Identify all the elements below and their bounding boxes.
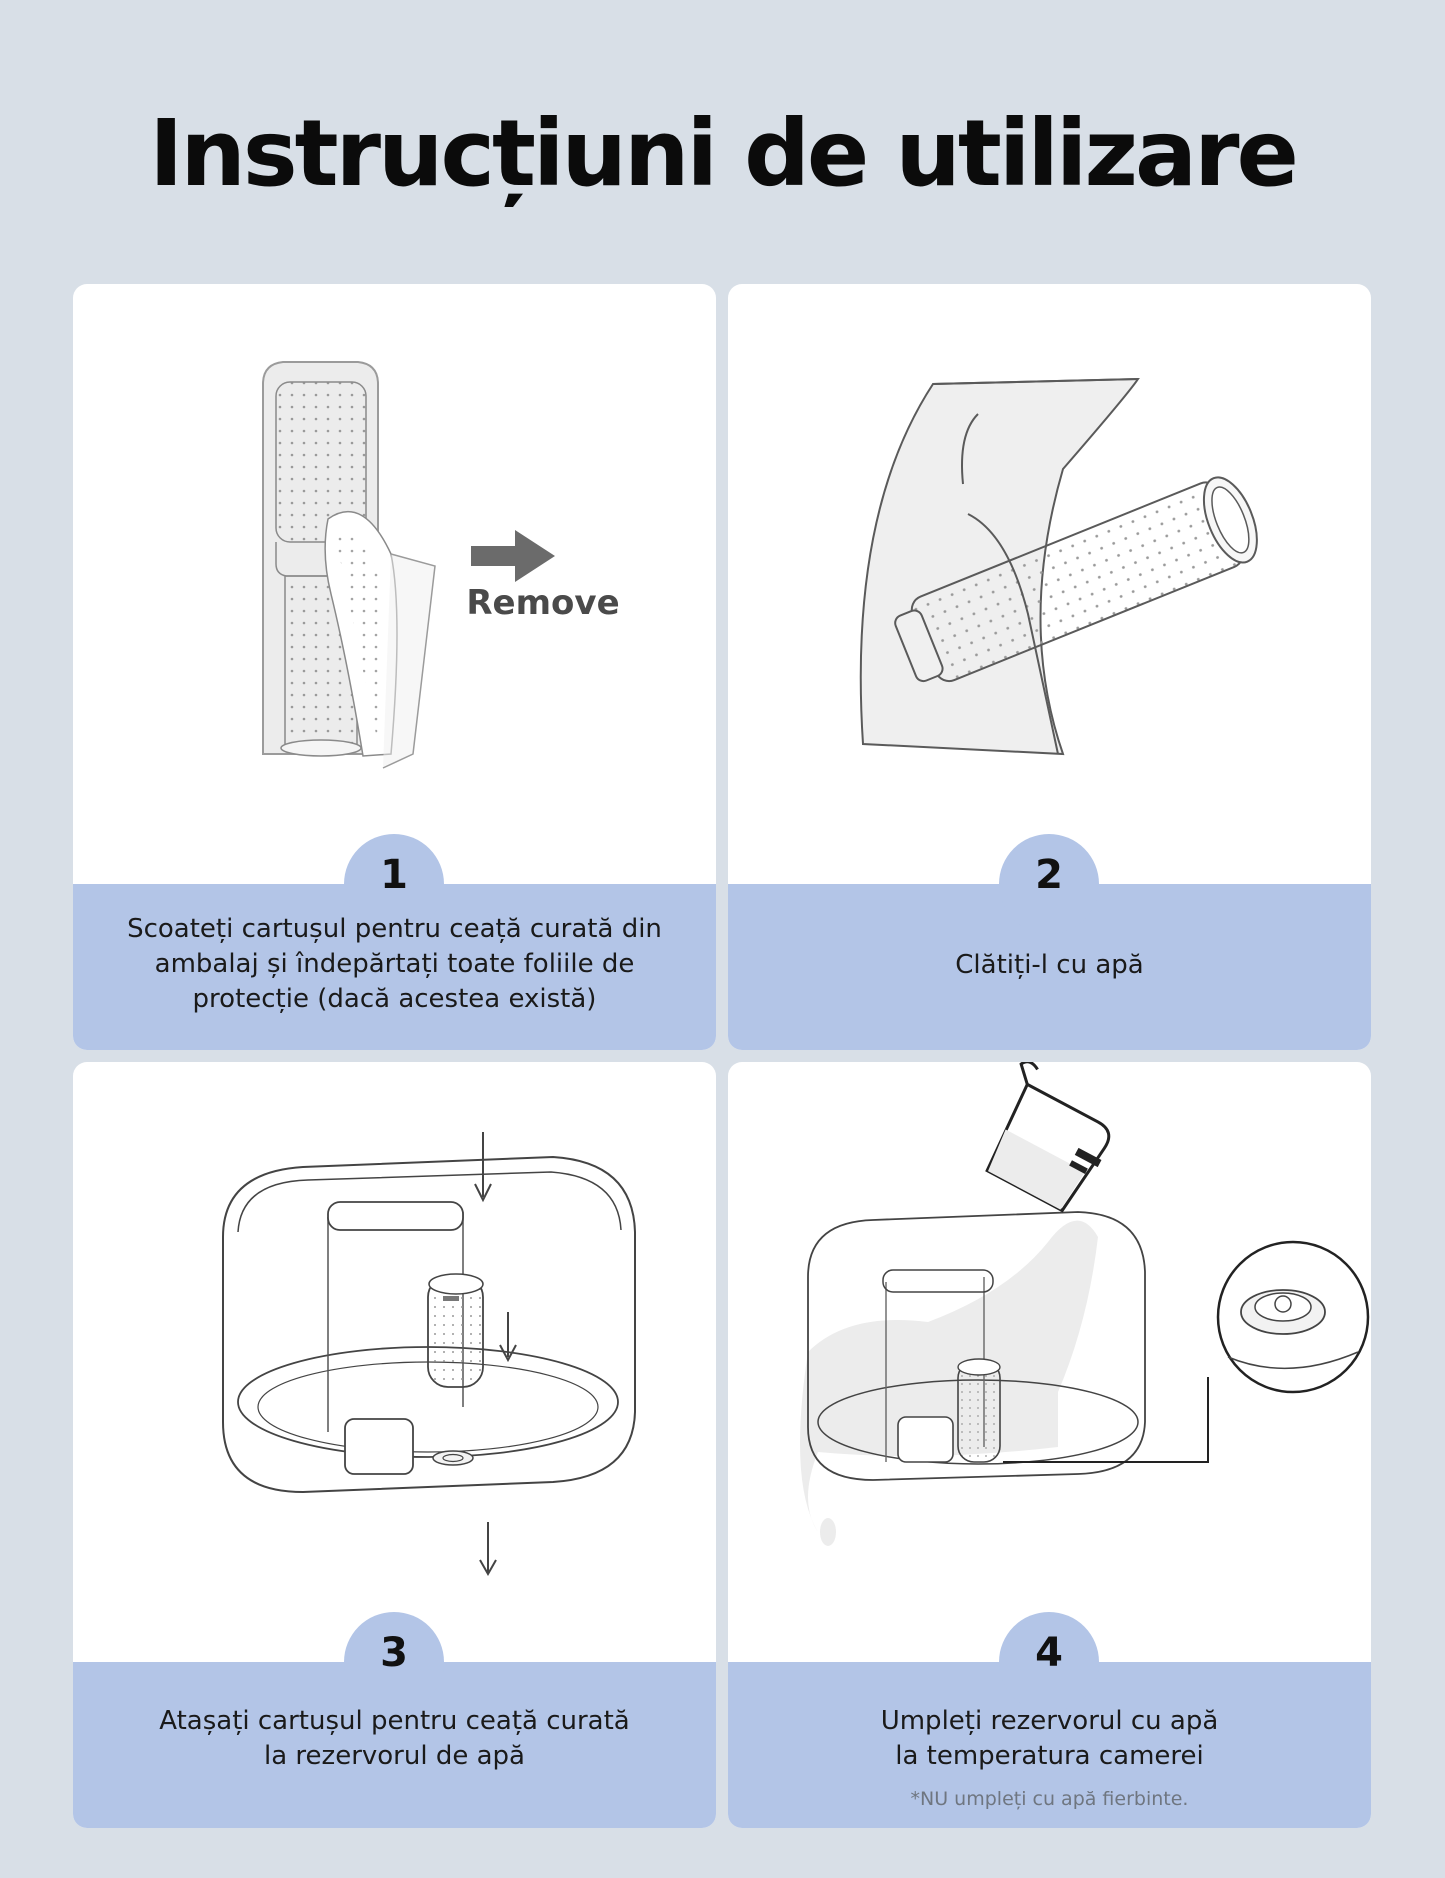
step-description-line: ambalaj și îndepărtați toate foliile de: [154, 949, 635, 979]
step-description-line: protecție (dacă acestea există): [192, 984, 597, 1014]
step-description-line: la rezervorul de apă: [264, 1741, 525, 1771]
step-number-badge: 1: [344, 834, 444, 934]
step-description-line: Scoateți cartușul pentru ceață curată din: [127, 914, 662, 944]
step-card-4: [728, 1062, 1371, 1828]
step-description-line: Atașați cartușul pentru ceață curată: [159, 1706, 630, 1736]
step-number-badge: 4: [999, 1612, 1099, 1712]
cartridge-with-film-icon: [73, 284, 716, 884]
step-card-2: [728, 284, 1371, 1050]
step-description-line: Umpleți rezervorul cu apă: [880, 1706, 1219, 1736]
tank-with-cartridge-icon: [73, 1062, 716, 1662]
warning-note: *NU umpleți cu apă fierbinte.: [910, 1788, 1189, 1810]
remove-label: Remove: [466, 583, 620, 623]
cartridge-under-water-icon: [728, 284, 1371, 884]
step-description: [103, 1704, 686, 1774]
tank-filling-pitcher-icon: [728, 1062, 1371, 1662]
step-description: [758, 948, 1341, 983]
step-card-1: [73, 284, 716, 1050]
page-title: Instrucțiuni de utilizare: [149, 100, 1296, 207]
step-description-line: la temperatura camerei: [895, 1741, 1204, 1771]
step-number-badge: 3: [344, 1612, 444, 1712]
step-number-badge: 2: [999, 834, 1099, 934]
step-card-3: [73, 1062, 716, 1828]
step-description: [758, 1704, 1341, 1774]
step-description: [103, 912, 686, 1017]
step-description-line: Clătiți-l cu apă: [955, 950, 1144, 980]
